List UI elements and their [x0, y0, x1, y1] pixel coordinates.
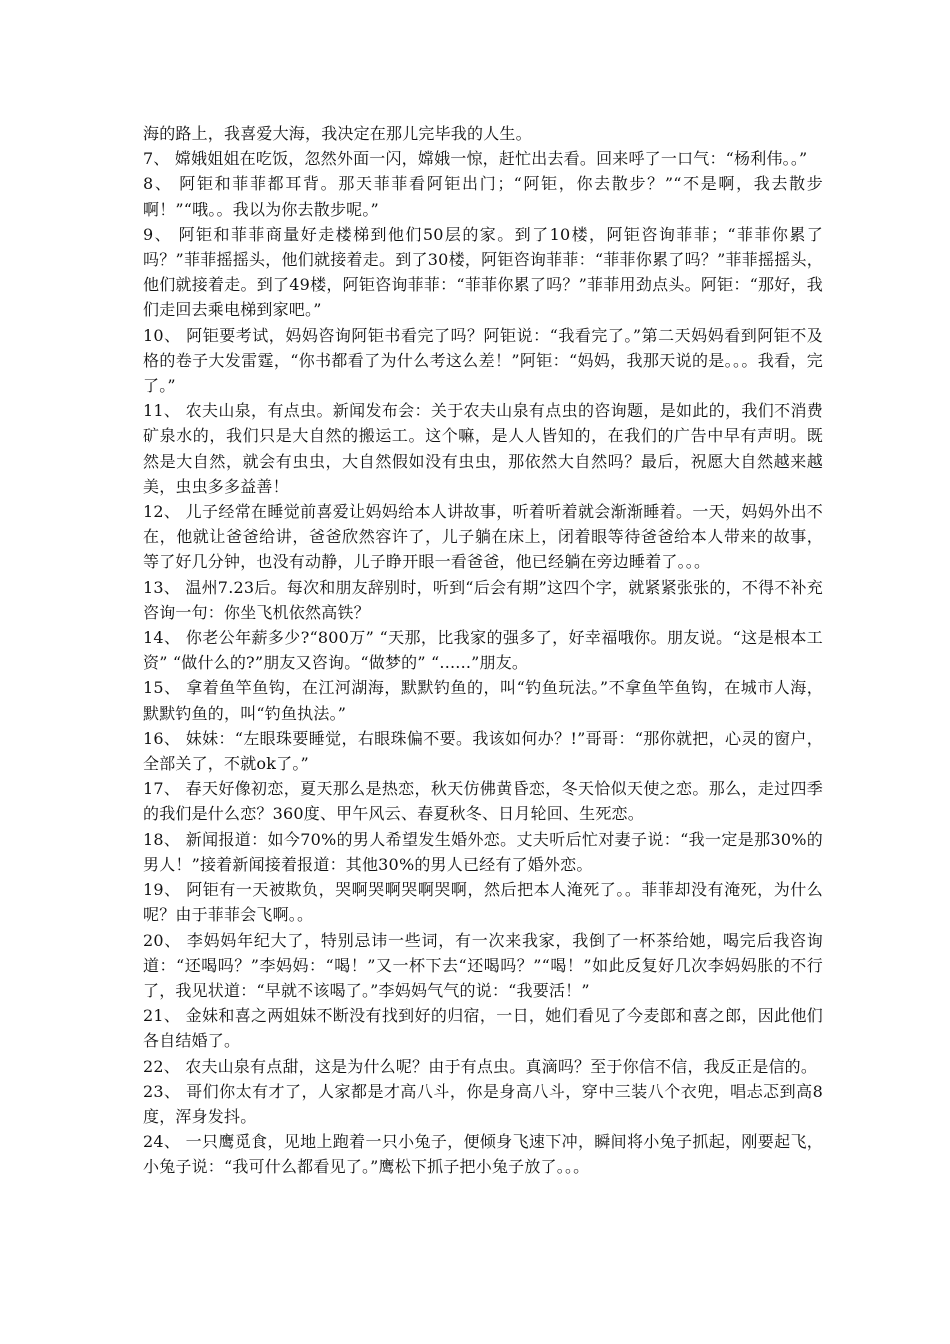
document-page [143, 121, 823, 1180]
joke-14: 14、 你老公年薪多少?“800万” “天那，比我家的强多了，好幸福哦你。朋友说。“这是根本工资” “做什么的?”朋友又咨询。“做梦的” “......”朋友。 [143, 628, 823, 673]
joke-11: 11、 农夫山泉，有点虫。新闻发布会：关于农夫山泉有点虫的咨询题，是如此的，我们不消费矿泉水的，我们只是大自然的搬运工。这个嘛，是人人皆知的，在我们的广告中早有声明。既然是大自然，就会有虫虫，大自然假如没有虫虫，那依然大自然吗？最后，祝愿大自然越来越美，虫虫多多益善！ [143, 401, 823, 496]
joke-18: 18、 新闻报道：如今70%的男人希望发生婚外恋。丈夫听后忙对妻子说：“我一定是那30%的男人！”接着新闻接着报道：其他30%的男人已经有了婚外恋。 [143, 829, 823, 874]
joke-16: 16、 妹妹：“左眼珠要睡觉，右眼珠偏不要。我该如何办？!”哥哥：“那你就把，心灵的窗户，全部关了，不就ok了。” [143, 728, 823, 774]
joke-22: 22、 农夫山泉有点甜，这是为什么呢？由于有点虫。真滴吗？至于你信不信，我反正是信的。 [143, 1056, 818, 1076]
joke-21: 21、 金妹和喜之两姐妹不断没有找到好的归宿，一日，她们看见了今麦郎和喜之郎，因此他们各自结婚了。 [143, 1006, 823, 1051]
joke-8: 8、 阿钜和菲菲都耳背。那天菲菲看阿钜出门；“阿钜，你去散步？”“不是啊，我去散步啊！”“哦。。我以为你去散步呢。” [143, 174, 823, 219]
joke-7: 7、 嫦娥姐姐在吃饭，忽然外面一闪，嫦娥一惊，赶忙出去看。回来呼了一口气：“杨利伟。。” [143, 149, 808, 169]
joke-17: 17、 春天好像初恋，夏天那么是热恋，秋天仿佛黄昏恋，冬天恰似天使之恋。那么，走过四季的我们是什么恋？360度、甲午风云、春夏秋冬、日月轮回、生死恋。 [143, 779, 823, 824]
joke-9: 9、 阿钜和菲菲商量好走楼梯到他们50层的家。到了10楼，阿钜咨询菲菲；“菲菲你累了吗？”菲菲摇摇头，他们就接着走。到了30楼，阿钜咨询菲菲：“菲菲你累了吗？”菲菲摇摇头，他们就接着走。到了49楼，阿钜咨询菲菲：“菲菲你累了吗？”菲菲用劲点头。阿钜：“那好，我们走回去乘电梯到家吧。” [143, 224, 823, 320]
joke-19: 19、 阿钜有一天被欺负，哭啊哭啊哭啊哭啊，然后把本人淹死了。。菲菲却没有淹死，为什么呢？由于菲菲会飞啊。。 [143, 880, 823, 925]
joke-12: 12、 儿子经常在睡觉前喜爱让妈妈给本人讲故事，听着听着就会渐渐睡着。一天，妈妈外出不在，他就让爸爸给讲，爸爸欣然容许了，儿子躺在床上，闭着眼等待爸爸给本人带来的故事，等了好几分钟，也没有动静，儿子睁开眼一看爸爸，他已经躺在旁边睡着了。。。 [143, 502, 823, 572]
joke-20: 20、 李妈妈年纪大了，特别忌讳一些词，有一次来我家，我倒了一杯茶给她，喝完后我咨询道：“还喝吗？”李妈妈：“喝！”又一杯下去“还喝吗？”“喝！”如此反复好几次李妈妈胀的不行了，我见状道：“早就不该喝了。”李妈妈气气的说：“我要活！” [143, 930, 823, 1000]
paragraph-continuation: 海的路上，我喜爱大海，我决定在那儿完毕我的人生。 [143, 124, 532, 143]
joke-24: 24、 一只鹰觅食，见地上跑着一只小兔子，便倾身飞速下冲，瞬间将小兔子抓起，刚要起飞，小兔子说：“我可什么都看见了。”鹰松下抓子把小兔子放了。。。 [143, 1132, 823, 1177]
joke-23: 23、 哥们你太有才了，人家都是才高八斗，你是身高八斗，穿中三装八个衣兜，唱忐忑到高8度，浑身发抖。 [143, 1081, 823, 1126]
joke-10: 10、 阿钜要考试，妈妈咨询阿钜书看完了吗？阿钜说：“我看完了。”第二天妈妈看到阿钜不及格的卷子大发雷霆，“你书都看了为什么考这么差！”阿钜：“妈妈，我那天说的是。。。我看，完了。” [143, 325, 823, 396]
joke-15: 15、 拿着鱼竿鱼钩，在江河湖海，默默钓鱼的，叫“钓鱼玩法。”不拿鱼竿鱼钩，在城市人海，默默钓鱼的，叫“钓鱼执法。” [143, 678, 823, 723]
joke-13: 13、 温州7.23后。每次和朋友辞别时，听到“后会有期”这四个字，就紧紧张张的，不得不补充咨询一句：你坐飞机依然高铁？ [143, 577, 823, 622]
